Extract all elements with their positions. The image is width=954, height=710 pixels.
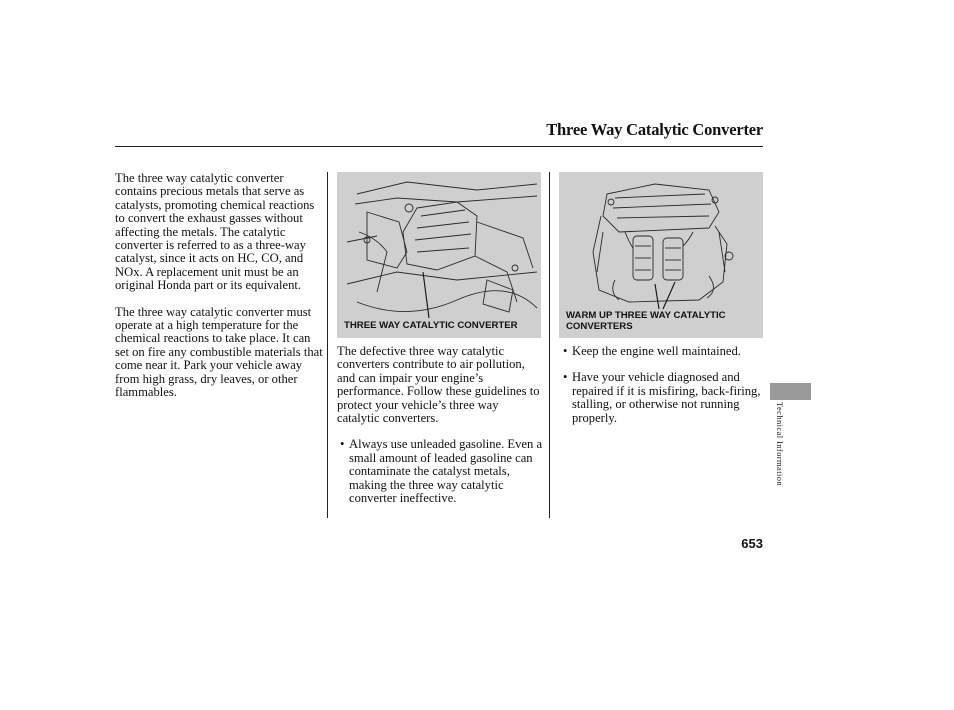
figure-warm-up-converters bbox=[559, 172, 763, 338]
column-2 bbox=[337, 345, 543, 518]
three-way-converter-illustration bbox=[337, 172, 541, 338]
section-label: Technical Information bbox=[775, 402, 785, 487]
column-3 bbox=[563, 345, 763, 438]
paragraph-precious-metals: The three way catalytic converter contains precious metals that serve as catalysts, promoting chemical reactions to convert the exhaust gasses without affecting the metals. The catalytic converter is referred to as a three-way catalyst, since it acts on HC, CO, and NOx. A replacement unit must be an original Honda part or its equivalent. bbox=[115, 171, 315, 293]
bullet-text-diagnosis: Have your vehicle diagnosed and repaired if it is misfiring, back-firing, stalling, or otherwise not running properly. bbox=[572, 370, 761, 425]
bullet-item bbox=[563, 371, 763, 425]
column-divider-2 bbox=[549, 172, 550, 518]
title-rule bbox=[115, 146, 763, 147]
figure-caption: THREE WAY CATALYTIC CONVERTER bbox=[344, 320, 518, 331]
column-divider-1 bbox=[327, 172, 328, 518]
bullet-symbol: • bbox=[563, 370, 568, 385]
bullet-item bbox=[563, 345, 763, 358]
paragraph-defective-converters: The defective three way catalytic converters contribute to air pollution, and can impair your engine’s performance. Follow these guidelines to protect your vehicle’s three way catalytic converters. bbox=[337, 344, 540, 426]
bullet-item bbox=[340, 438, 543, 505]
page-title: Three Way Catalytic Converter bbox=[546, 120, 763, 139]
bullet-text-maintenance: Keep the engine well maintained. bbox=[572, 344, 741, 358]
section-tab bbox=[770, 383, 811, 400]
column-1 bbox=[115, 172, 323, 413]
figure-caption: WARM UP THREE WAY CATALYTIC CONVERTERS bbox=[566, 310, 726, 332]
bullet-symbol: • bbox=[563, 344, 568, 358]
bullet-text-unleaded: Always use unleaded gasoline. Even a small amount of leaded gasoline can contaminate the catalyst metals, making the three way catalytic converter ineffective. bbox=[349, 437, 543, 506]
bullet-symbol: • bbox=[340, 437, 345, 452]
figure-three-way-converter bbox=[337, 172, 541, 338]
paragraph-high-temperature: The three way catalytic converter must operate at a high temperature for the chemical reactions to take place. It can set on fire any combustible materials that come near it. Park your vehicle away from high grass, dry leaves, or other flammables. bbox=[115, 304, 323, 400]
page-number: 653 bbox=[741, 536, 763, 551]
